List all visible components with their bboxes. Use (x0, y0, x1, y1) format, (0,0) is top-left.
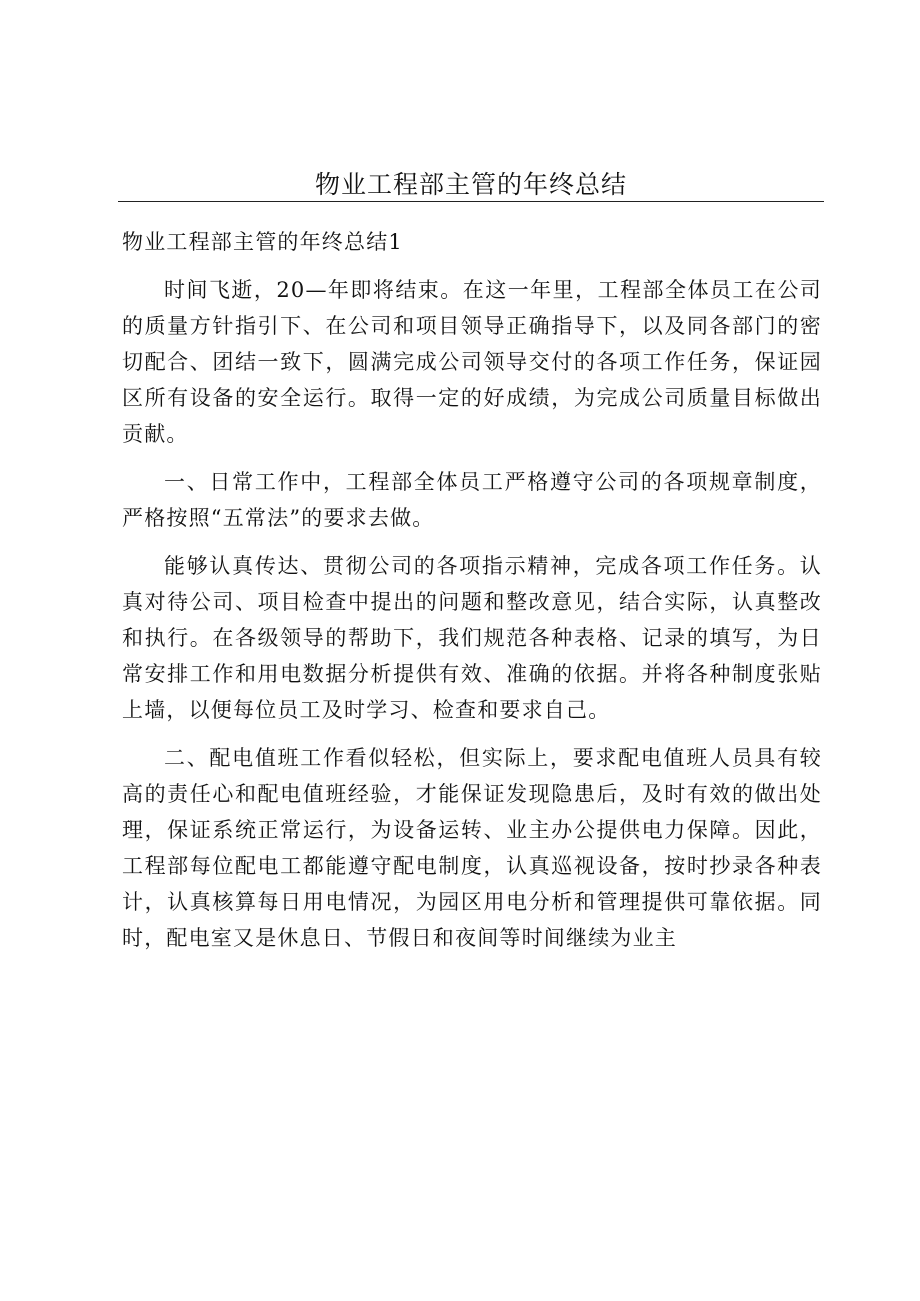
document-body (122, 224, 822, 968)
section-heading: 物业工程部主管的年终总结1 (122, 230, 403, 254)
title-underline (118, 201, 824, 202)
document-title: 物业工程部主管的年终总结 (314, 170, 627, 199)
paragraph-power-duty: 二、配电值班工作看似轻松，但实际上，要求配电值班人员具有较高的责任心和配电值班经验，才能保证发现隐患后，及时有效的做出处理，保证系统正常运行，为设备运转、业主办公提供电力保障。因此，工程部每位配电工都能遵守配电制度，认真巡视设备，按时抄录各种表计，认真核算每日用电情况，为园区用电分析和管理提供可靠依据。同时，配电室又是休息日、节假日和夜间等时间继续为业主 (122, 746, 822, 950)
paragraph-instructions: 能够认真传达、贯彻公司的各项指示精神，完成各项工作任务。认真对待公司、项目检查中提出的问题和整改意见，结合实际，认真整改和执行。在各级领导的帮助下，我们规范各种表格、记录的填写，为日常安排工作和用电数据分析提供有效、准确的依据。并将各种制度张贴上墙，以便每位员工及时学习、检查和要求自己。 (122, 554, 822, 722)
paragraph-intro: 时间飞逝，20—年即将结束。在这一年里，工程部全体员工在公司的质量方针指引下、在公司和项目领导正确指导下，以及同各部门的密切配合、团结一致下，圆满完成公司领导交付的各项工作任务，保证园区所有设备的安全运行。取得一定的好成绩，为完成公司质量目标做出贡献。 (122, 278, 822, 446)
paragraph-daily-work: 一、日常工作中，工程部全体员工严格遵守公司的各项规章制度，严格按照“五常法”的要求去做。 (122, 470, 822, 530)
